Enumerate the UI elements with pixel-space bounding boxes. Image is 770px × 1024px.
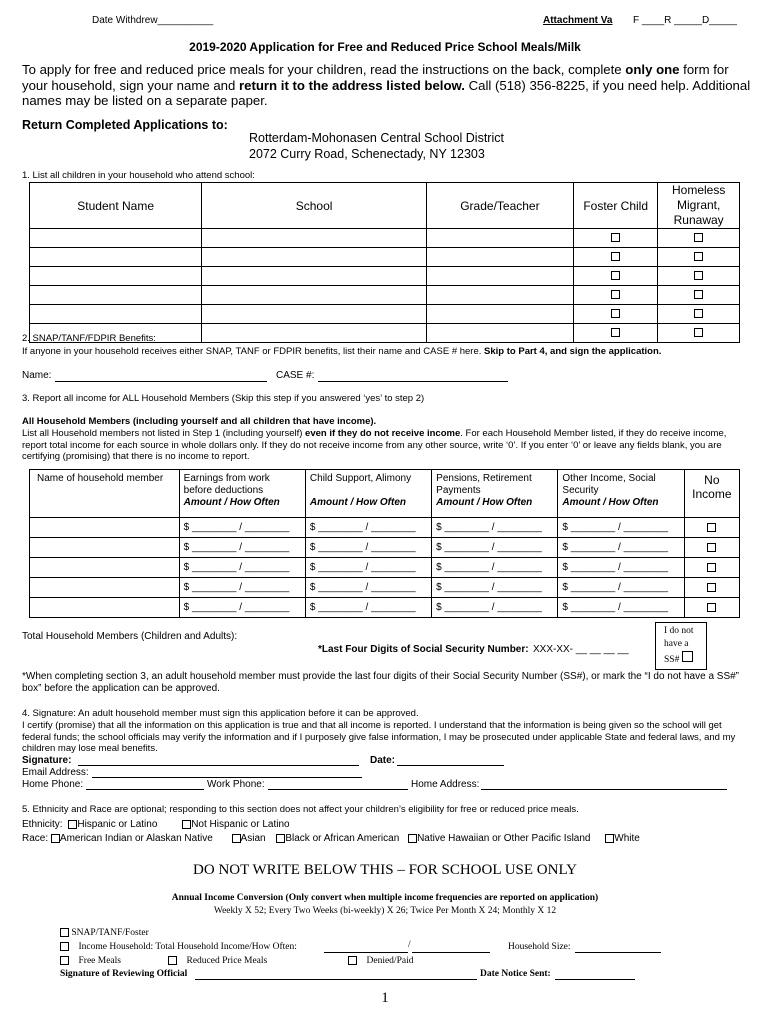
work-phone-label: Work Phone: [207, 779, 265, 790]
foster-cell [573, 267, 657, 286]
amount-cell[interactable]: $ ________ / ________ [558, 538, 684, 558]
amount-cell[interactable]: $ ________ / ________ [432, 558, 558, 578]
school-cell[interactable] [202, 324, 427, 343]
amount-cell[interactable]: $ ________ / ________ [558, 598, 684, 618]
case-label: CASE #: [276, 370, 315, 381]
denied-checkbox[interactable] [348, 956, 357, 965]
amount-cell[interactable]: $ ________ / ________ [305, 558, 431, 578]
student-name-cell[interactable] [30, 229, 202, 248]
certification-text: I certify (promise) that all the information on this application is true and that all income is reported. I understand that the information is being given so the school will get federal funds; the school officials may verify the information and if I purposely give false information, I may be prosecuted under applicable State and federal laws, and my children may lose meal benefits. [22, 720, 736, 754]
amount-cell[interactable]: $ ________ / ________ [179, 578, 305, 598]
race-checkbox[interactable] [51, 834, 60, 843]
income-household-row: Income Household: Total Household Income/How Often: [60, 942, 297, 952]
member-name-cell[interactable] [30, 578, 180, 598]
date-notice-label: Date Notice Sent: [480, 969, 551, 979]
amount-cell[interactable]: $ ________ / ________ [305, 538, 431, 558]
table-row [30, 305, 740, 324]
step3-label: 3. Report all income for ALL Household Members (Skip this step if you answered ‘yes’ to step 2) [22, 393, 425, 404]
signature-label: Signature: [22, 755, 72, 766]
household-size-label: Household Size: [508, 942, 571, 952]
reviewing-official-field[interactable] [195, 979, 477, 980]
email-label: Email Address: [22, 767, 89, 778]
checkbox[interactable] [707, 523, 716, 532]
col-foster-child: Foster Child [573, 183, 657, 229]
grade-cell[interactable] [426, 324, 573, 343]
no-ssn-line: have a [664, 639, 689, 649]
office-use-heading: DO NOT WRITE BELOW THIS – FOR SCHOOL USE ONLY [193, 862, 577, 878]
snap-name-label: Name: [22, 370, 52, 381]
amount-cell[interactable]: $ ________ / ________ [305, 598, 431, 618]
ethnicity-option: Hispanic or Latino [77, 819, 158, 830]
table-row [30, 267, 740, 286]
homeless-cell [658, 305, 740, 324]
checkbox[interactable] [707, 543, 716, 552]
col-homeless [658, 183, 740, 229]
date-withdrew-label: Date Withdrew__________ [92, 15, 214, 26]
no-income-cell [684, 538, 739, 558]
foster-cell [573, 229, 657, 248]
col-school: School [202, 183, 427, 229]
no-income-line: No [704, 473, 720, 487]
attachment-label: Attachment Va [543, 15, 613, 26]
ssn-label: *Last Four Digits of Social Security Number: [318, 644, 529, 655]
table-row [30, 248, 740, 267]
member-name-cell[interactable] [30, 538, 180, 558]
ethnicity-label: Ethnicity: [22, 819, 63, 830]
snap-checkbox[interactable] [60, 928, 69, 937]
checkbox[interactable] [611, 252, 620, 261]
student-name-cell[interactable] [30, 248, 202, 267]
homeless-line: Homeless [671, 183, 726, 197]
table-row [30, 598, 740, 618]
ethnicity-row [22, 819, 290, 830]
no-income-cell [684, 518, 739, 538]
date-field[interactable] [397, 765, 504, 766]
race-option: White [614, 833, 640, 844]
homeless-cell [658, 286, 740, 305]
checkbox[interactable] [611, 271, 620, 280]
col-earnings: Earnings from work before deductions Amount / How Often [179, 470, 305, 518]
total-household-label: Total Household Members (Children and Adults): [22, 631, 238, 642]
amount-cell[interactable]: $ ________ / ________ [432, 598, 558, 618]
household-size-field[interactable] [575, 952, 661, 953]
member-name-cell[interactable] [30, 518, 180, 538]
total-income-field[interactable] [324, 952, 408, 953]
amount-cell[interactable]: $ ________ / ________ [558, 578, 684, 598]
homeless-cell [658, 324, 740, 343]
ethnicity-hispanic-checkbox[interactable] [68, 820, 77, 829]
checkbox[interactable] [611, 233, 620, 242]
race-option: Asian [240, 833, 266, 844]
ssn-note: *When completing section 3, an adult household member must provide the last four digits of their Social Security Number (SS#), or mark the “I do not have a SS#” box” before the application can be approved. [22, 671, 740, 694]
checkbox[interactable] [694, 309, 703, 318]
amount-cell[interactable]: $ ________ / ________ [432, 518, 558, 538]
address-line-2: 2072 Curry Road, Schenectady, NY 12303 [249, 147, 485, 161]
checkbox[interactable] [707, 583, 716, 592]
school-cell[interactable] [202, 305, 427, 324]
school-cell[interactable] [202, 229, 427, 248]
no-income-cell [684, 578, 739, 598]
date-notice-field[interactable] [555, 979, 635, 980]
checkbox[interactable] [707, 603, 716, 612]
homeless-line: Runaway [673, 213, 724, 227]
address-line-1: Rotterdam-Mohonasen Central School District [249, 131, 504, 145]
amount-cell[interactable]: $ ________ / ________ [558, 518, 684, 538]
race-checkbox[interactable] [605, 834, 614, 843]
step4-label: 4. Signature: An adult household member must sign this application before it can be approved. [22, 708, 419, 719]
grade-cell[interactable] [426, 305, 573, 324]
grade-cell[interactable] [426, 267, 573, 286]
race-checkbox[interactable] [276, 834, 285, 843]
no-income-cell [684, 598, 739, 618]
student-name-cell[interactable] [30, 305, 202, 324]
free-meals-checkbox[interactable] [60, 956, 69, 965]
checkbox[interactable] [694, 233, 703, 242]
ssn-mask[interactable]: XXX-XX- __ __ __ __ [533, 644, 629, 655]
table-row [30, 229, 740, 248]
amount-cell[interactable]: $ ________ / ________ [558, 558, 684, 578]
step2-label: 2. SNAP/TANF/FDPIR Benefits: [22, 333, 156, 344]
how-often-field[interactable] [412, 952, 490, 953]
children-table [29, 182, 740, 343]
race-label: Race: [22, 833, 49, 844]
checkbox[interactable] [611, 309, 620, 318]
ethnicity-option: Not Hispanic or Latino [191, 819, 290, 830]
reduced-meals-row: Reduced Price Meals [168, 956, 267, 966]
snap-office-row: SNAP/TANF/Foster [60, 928, 149, 938]
conversion-title: Annual Income Conversion (Only convert when multiple income frequencies are reported on application) [171, 893, 599, 903]
table-row [30, 538, 740, 558]
denied-row: Denied/Paid [348, 956, 413, 966]
step3-heading: All Household Members (including yourself and all children that have income). [22, 416, 377, 427]
checkbox[interactable] [707, 563, 716, 572]
no-ssn-box [655, 622, 707, 670]
step3-instructions: List all Household members not listed in Step 1 (including yourself) even if they do not receive income. For each Household Member listed, if they do receive income, report total income for each source in whole dollars only. If they do not receive income from any other source, write ‘0’. If you enter ‘0’ or leave any fields blank, you are certifying (promising) that there is no income to report. [22, 428, 727, 462]
home-address-field[interactable] [481, 789, 727, 790]
checkbox[interactable] [694, 252, 703, 261]
checkbox[interactable] [611, 328, 620, 337]
home-phone-label: Home Phone: [22, 779, 84, 790]
foster-cell [573, 286, 657, 305]
grade-cell[interactable] [426, 248, 573, 267]
student-name-cell[interactable] [30, 267, 202, 286]
no-ssn-checkbox[interactable] [682, 651, 693, 662]
checkbox[interactable] [694, 271, 703, 280]
checkbox[interactable] [694, 290, 703, 299]
foster-cell [573, 324, 657, 343]
step1-label: 1. List all children in your household who attend school: [22, 170, 255, 181]
race-checkbox[interactable] [232, 834, 241, 843]
amount-cell[interactable]: $ ________ / ________ [305, 578, 431, 598]
member-name-cell[interactable] [30, 558, 180, 578]
grade-cell[interactable] [426, 229, 573, 248]
amount-cell[interactable]: $ ________ / ________ [432, 538, 558, 558]
school-cell[interactable] [202, 267, 427, 286]
col-student-name: Student Name [30, 183, 202, 229]
table-row [30, 578, 740, 598]
table-row [30, 558, 740, 578]
amount-cell[interactable]: $ ________ / ________ [432, 578, 558, 598]
reviewing-official-label: Signature of Reviewing Official [60, 969, 188, 979]
amount-cell[interactable]: $ ________ / ________ [179, 558, 305, 578]
foster-cell [573, 248, 657, 267]
slash: / [408, 940, 411, 950]
homeless-cell [658, 229, 740, 248]
school-cell[interactable] [202, 248, 427, 267]
homeless-cell [658, 267, 740, 286]
checkbox[interactable] [694, 328, 703, 337]
return-heading: Return Completed Applications to: [22, 118, 228, 132]
checkbox[interactable] [611, 290, 620, 299]
race-option: Black or African American [285, 833, 400, 844]
signature-field[interactable] [78, 765, 359, 766]
amount-cell[interactable]: $ ________ / ________ [179, 598, 305, 618]
col-household-member: Name of household member [30, 470, 180, 518]
homeless-line: Migrant, [676, 198, 721, 212]
income-household-checkbox[interactable] [60, 942, 69, 951]
no-ssn-line: SS# [664, 655, 680, 665]
date-label: Date: [370, 755, 396, 766]
amount-cell[interactable]: $ ________ / ________ [179, 538, 305, 558]
race-option: Native Hawaiian or Other Pacific Island [417, 833, 591, 844]
snap-name-field[interactable] [55, 381, 267, 382]
reduced-meals-checkbox[interactable] [168, 956, 177, 965]
ethnicity-not-hispanic-checkbox[interactable] [182, 820, 191, 829]
col-child-support: Child Support, Alimony Amount / How Often [305, 470, 431, 518]
amount-cell[interactable]: $ ________ / ________ [179, 518, 305, 538]
email-field[interactable] [92, 777, 362, 778]
intro-paragraph: To apply for free and reduced price meals for your children, read the instructions on the back, complete only one form for your household, sign your name and return it to the address listed below. Call (518) 356-8225, if you need help. Additional names may be listed on a separate paper. [22, 62, 751, 108]
race-option: American Indian or Alaskan Native [59, 833, 213, 844]
school-cell[interactable] [202, 286, 427, 305]
conversion-text: Weekly X 52; Every Two Weeks (bi-weekly) X 26; Twice Per Month X 24; Monthly X 12 [213, 906, 557, 916]
home-address-label: Home Address: [411, 779, 480, 790]
form-title: 2019-2020 Application for Free and Reduced Price School Meals/Milk [189, 40, 581, 54]
table-row [30, 518, 740, 538]
grade-cell[interactable] [426, 286, 573, 305]
col-pensions: Pensions, Retirement Payments Amount / How Often [432, 470, 558, 518]
no-ssn-line: I do not [664, 626, 694, 636]
race-row [22, 833, 640, 844]
page-number: 1 [381, 990, 389, 1006]
member-name-cell[interactable] [30, 598, 180, 618]
income-table [29, 469, 740, 618]
col-grade-teacher: Grade/Teacher [426, 183, 573, 229]
step2-text: If anyone in your household receives either SNAP, TANF or FDPIR benefits, list their name and CASE # here. Skip to Part 4, and sign the application. [22, 346, 662, 357]
amount-cell[interactable]: $ ________ / ________ [305, 518, 431, 538]
foster-cell [573, 305, 657, 324]
race-checkbox[interactable] [408, 834, 417, 843]
home-phone-field[interactable] [86, 789, 204, 790]
case-number-field[interactable] [318, 381, 508, 382]
col-no-income [684, 470, 739, 518]
student-name-cell[interactable] [30, 286, 202, 305]
frd-label: F ____R _____D_____ [633, 15, 737, 26]
col-other-income: Other Income, Social Security Amount / How Often [558, 470, 684, 518]
no-income-line: Income [692, 487, 732, 501]
free-meals-row: Free Meals [60, 956, 121, 966]
table-row [30, 286, 740, 305]
work-phone-field[interactable] [268, 789, 408, 790]
step5-label: 5. Ethnicity and Race are optional; responding to this section does not affect your children’s eligibility for free or reduced price meals. [22, 804, 579, 815]
no-income-cell [684, 558, 739, 578]
homeless-cell [658, 248, 740, 267]
